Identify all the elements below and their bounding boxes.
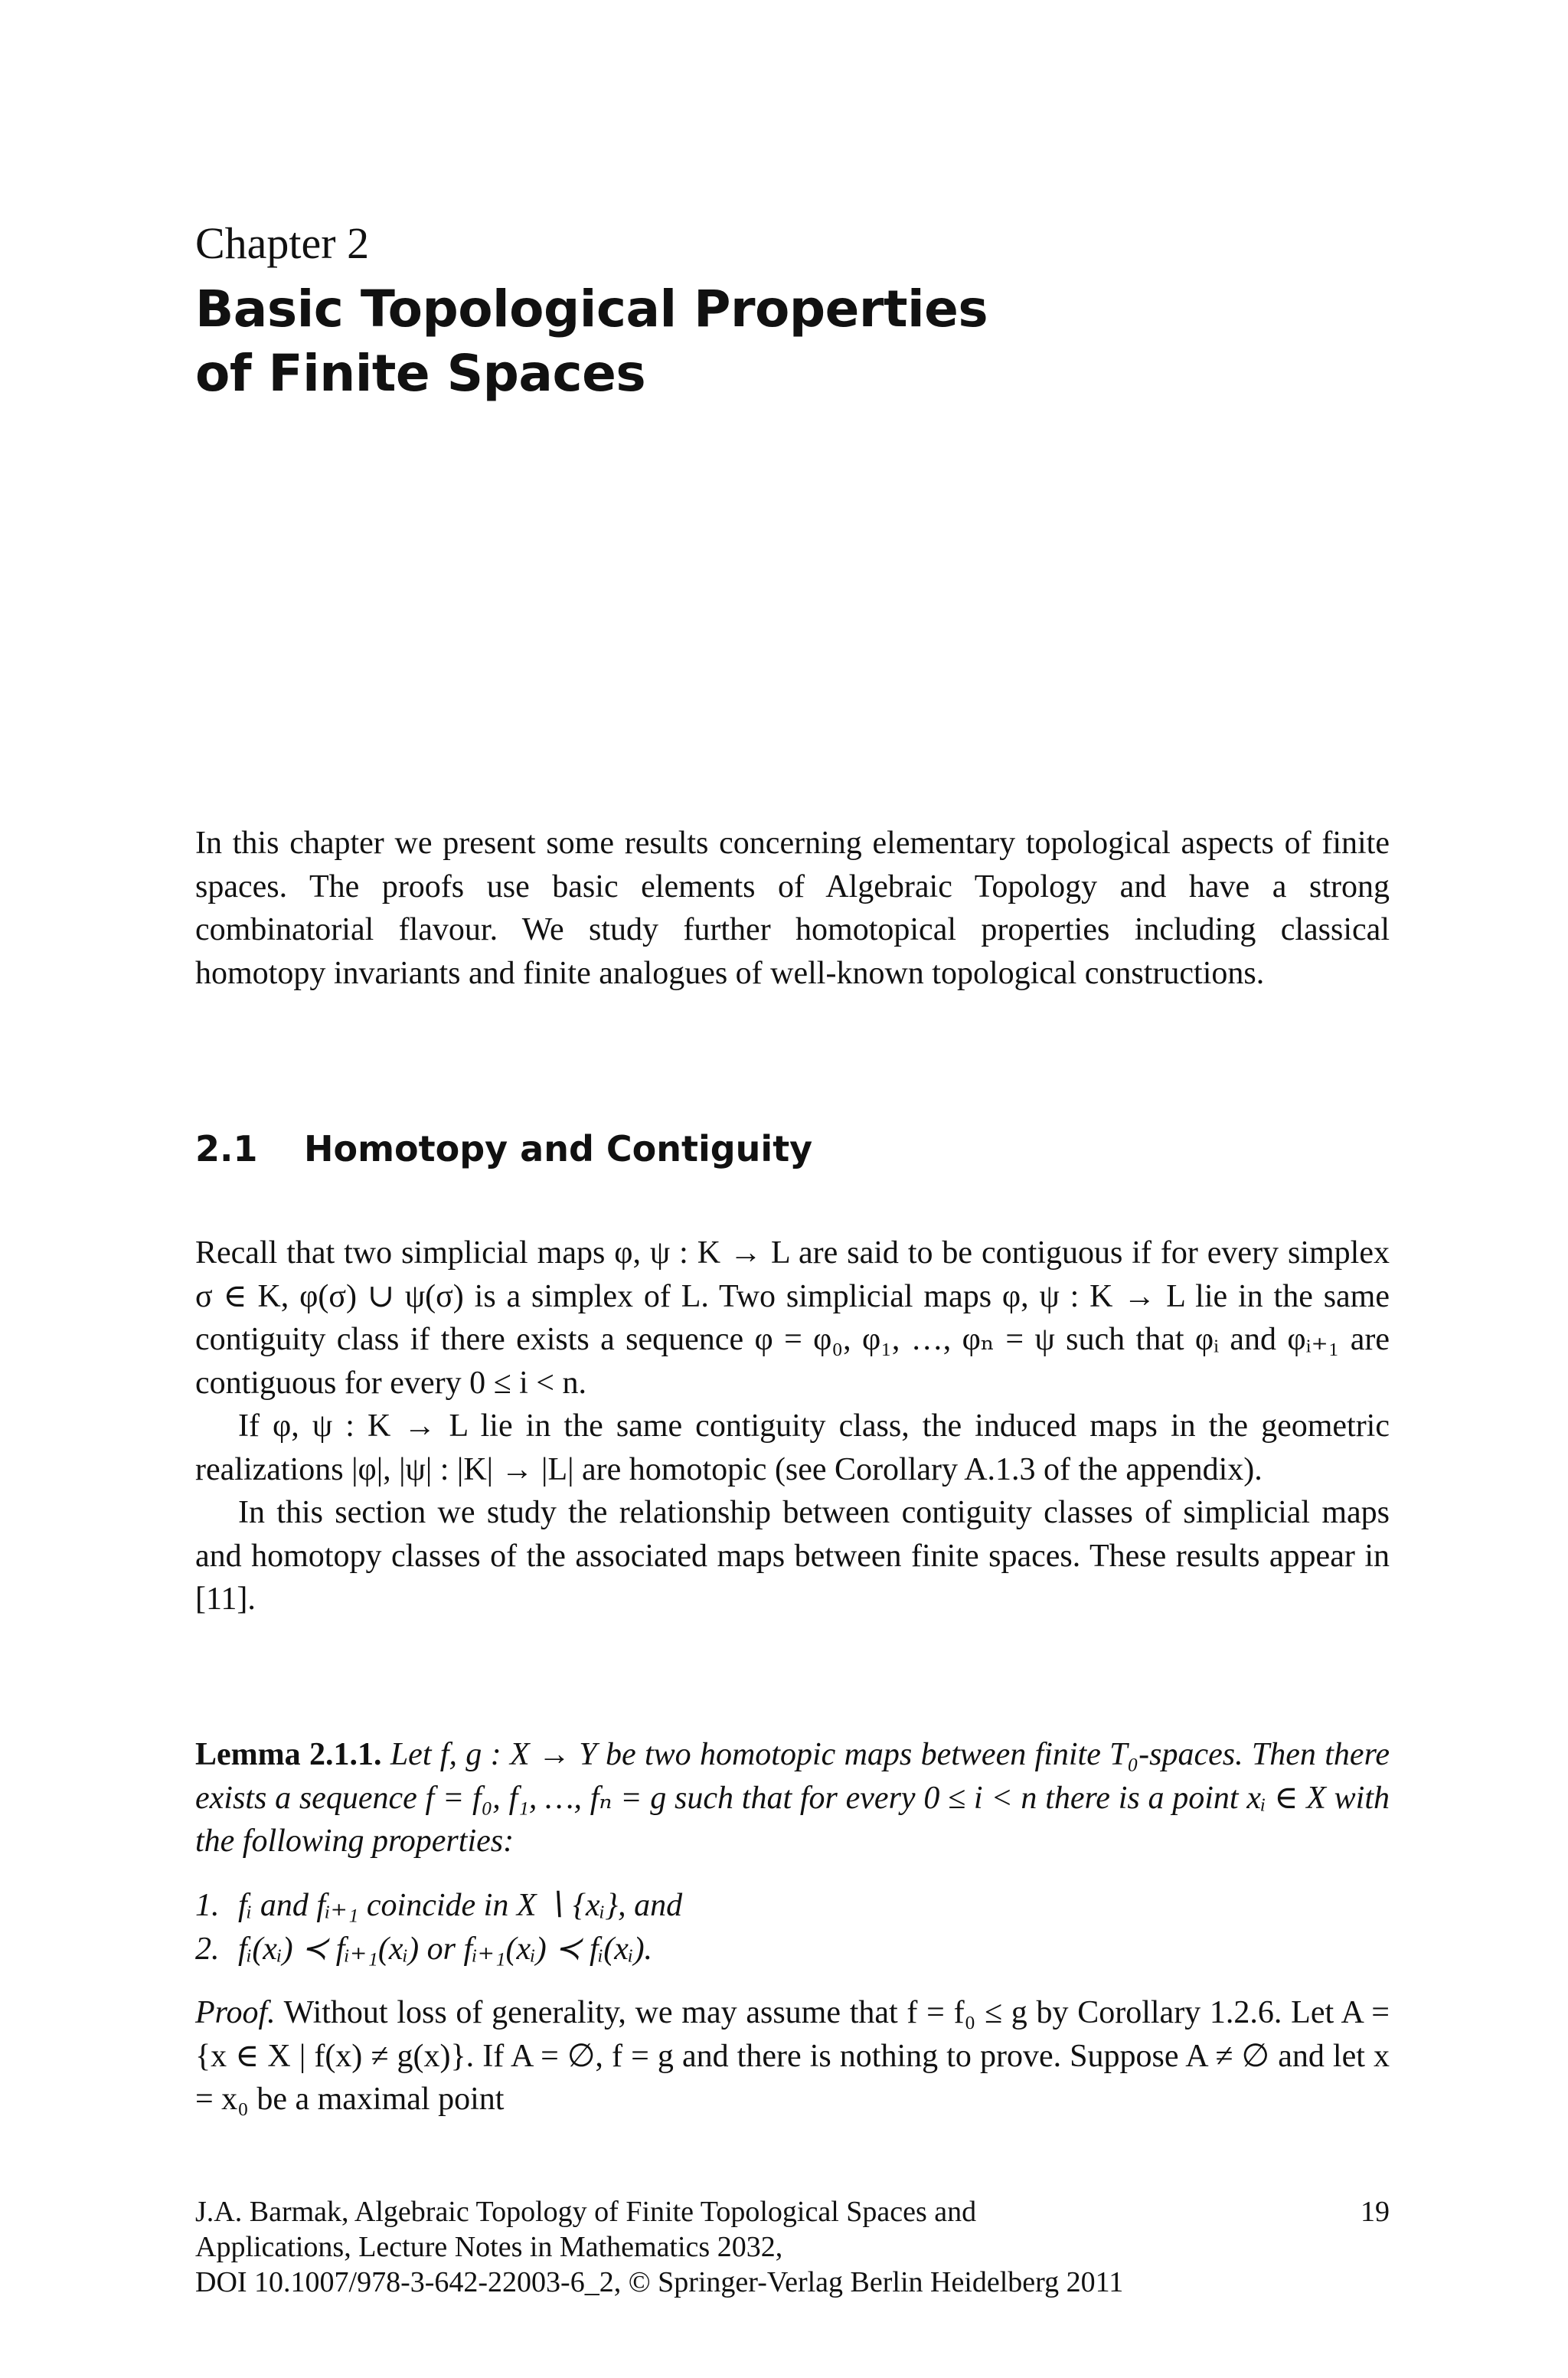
lemma-label: Lemma 2.1.1. [195,1737,382,1772]
paragraph-section-overview: In this section we study the relationship between contiguity classes of simplicial maps and homotopy classes of the associated maps between finite spaces. These results appear in [11]. [195,1495,1390,1617]
paragraph-geometric-realization: If φ, ψ : K → L lie in the same contiguity class, the induced maps in the geometric realizations |φ|, |ψ| : |K| → |L| are homotopic (see Corollary A.1.3 of the appendix). [195,1408,1390,1487]
proof-paragraph [195,1991,1390,2121]
proof-label: Proof. [195,1995,276,2030]
lemma-properties-list [195,1884,1390,1971]
footer-line-1: J.A. Barmak, Algebraic Topology of Finite Topological Spaces and [195,2196,977,2228]
list-item [195,1928,1390,1971]
section-title: Homotopy and Contiguity [304,1128,813,1169]
chapter-label: Chapter 2 [195,218,370,268]
list-item-number: 1. [195,1888,220,1923]
list-item-text: fᵢ(xᵢ) ≺ fᵢ₊₁(xᵢ) or fᵢ₊₁(xᵢ) ≺ fᵢ(xᵢ). [238,1931,653,1967]
section-heading [195,1126,1390,1172]
list-item-number: 2. [195,1931,220,1967]
footer-line-3: DOI 10.1007/978-3-642-22003-6_2, © Springer-Verlag Berlin Heidelberg 2011 [195,2266,1124,2298]
list-item [195,1884,1390,1928]
lemma-statement [195,1733,1390,1863]
section-number: 2.1 [195,1128,258,1169]
list-item-text: fᵢ and fᵢ₊₁ coincide in X ∖ {xᵢ}, and [238,1888,683,1923]
section-body [195,1232,1390,1621]
proof-text: Without loss of generality, we may assume that f = f₀ ≤ g by Corollary 1.2.6. Let A = {x ∈ X | f(x) ≠ g(x)}. If A = ∅, f = g and there is nothing to prove. Suppose A ≠ ∅ and let x = x₀ be a maximal point [195,1995,1390,2117]
chapter-title [195,277,1390,406]
lemma-text: Let f, g : X → Y be two homotopic maps between finite T₀-spaces. Then there exists a sequence f = f₀, f₁, …, fₙ = g such that for every 0 ≤ i < n there is a point xᵢ ∈ X with the following properties: [195,1737,1390,1859]
paragraph-contiguity-definition: Recall that two simplicial maps φ, ψ : K → L are said to be contiguous if for every simplex σ ∈ K, φ(σ) ∪ ψ(σ) is a simplex of L. Two simplicial maps φ, ψ : K → L lie in the same contiguity class if there exists a sequence φ = φ₀, φ₁, …, φₙ = ψ such that φᵢ and φᵢ₊₁ are contiguous for every 0 ≤ i < n. [195,1235,1390,1401]
citation-footer [195,2194,1390,2300]
chapter-title-line-1: Basic Topological Properties [195,280,988,339]
chapter-abstract: In this chapter we present some results concerning elementary topological aspects of finite spaces. The proofs use basic elements of Algebraic Topology and have a strong combinatorial flavour. We study further homotopical properties including classical homotopy invariants and finite analogues of well-known topological constructions. [195,826,1390,991]
page-number: 19 [1361,2196,1390,2228]
footer-line-2: Applications, Lecture Notes in Mathematics 2032, [195,2231,783,2263]
chapter-title-line-2: of Finite Spaces [195,344,646,403]
